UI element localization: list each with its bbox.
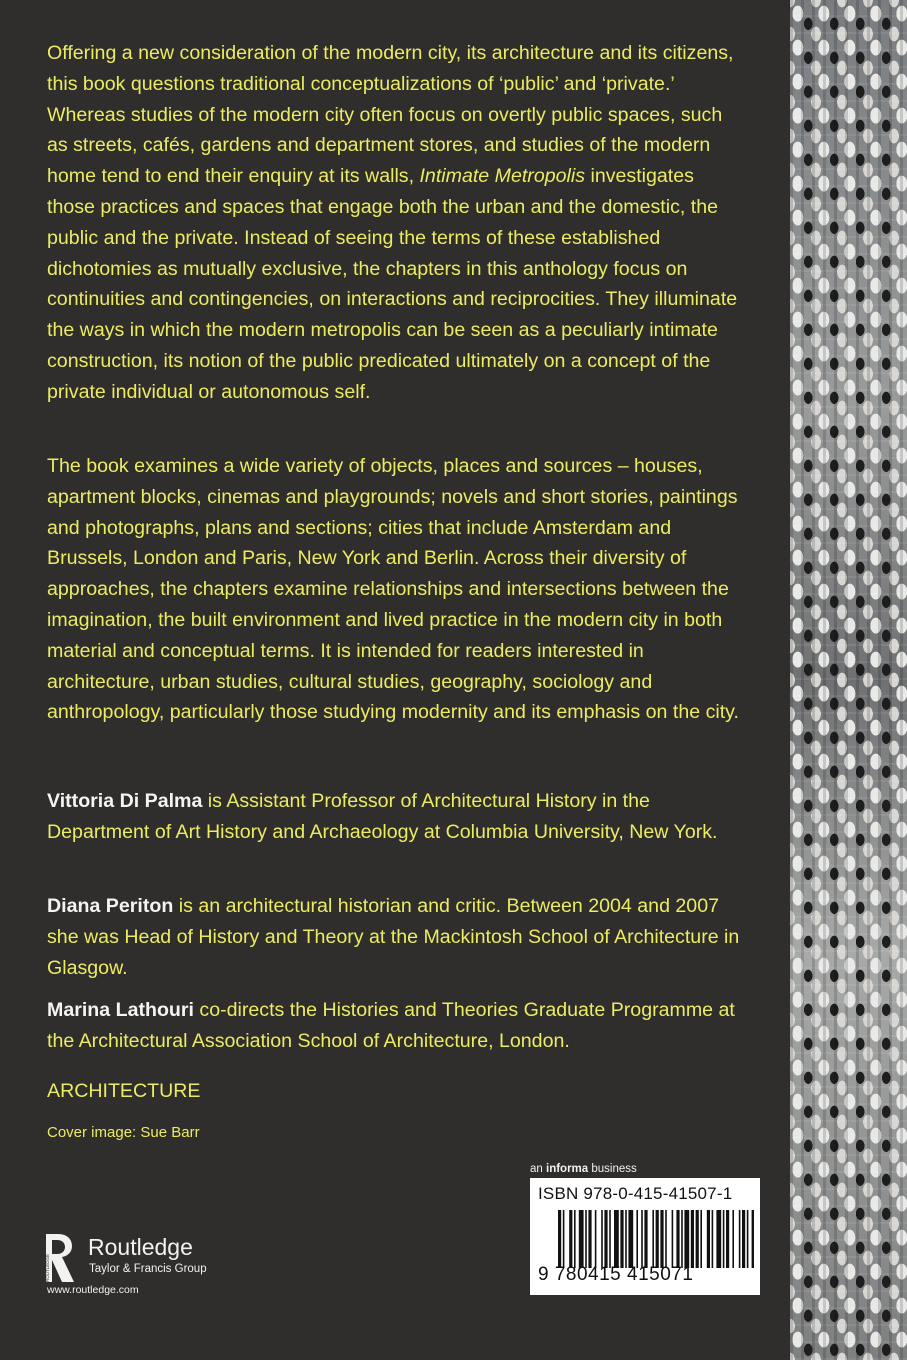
spine-cover-image: [790, 0, 907, 1360]
barcode-stripe: [558, 1210, 561, 1268]
editor-bio-text: is an architectural historian and critic. Between 2004 and 2007 she was Head of History and Theory at the Mackintosh School of Architecture in Glasgow.: [47, 895, 740, 979]
informa-suffix: business: [588, 1163, 637, 1175]
barcode-stripe: [569, 1210, 572, 1268]
editor-name: Vittoria Di Palma: [47, 790, 203, 812]
editor-bio-2: [47, 891, 747, 983]
barcode-stripe: [588, 1210, 591, 1268]
editor-name: Marina Lathouri: [47, 999, 194, 1021]
barcode-stripe: [684, 1210, 689, 1268]
routledge-vertical-text: ROUTLEDGE: [45, 1253, 50, 1282]
informa-prefix: an: [530, 1163, 546, 1175]
cover-credit: Cover image: Sue Barr: [47, 1124, 200, 1141]
description-intro-text: Offering a new consideration of the modern city, its architecture and its citizens, this book questions traditional conceptualizations of ‘public’ and ‘private.’ Whereas studies of the modern city often focus on overtly public spaces, such as streets, cafés, gardens and department stores, and studies of the modern home tend to end their enquiry at its walls,: [47, 42, 734, 188]
barcode-stripe: [563, 1210, 565, 1268]
subject-category: ARCHITECTURE: [47, 1080, 201, 1102]
barcode-stripe: [716, 1210, 721, 1268]
barcode-stripe: [742, 1210, 745, 1268]
editor-bio-1: [47, 786, 747, 848]
informa-business-line: [530, 1163, 637, 1175]
barcode-stripe: [676, 1210, 679, 1268]
description-rest-text: investigates those practices and spaces that engage both the urban and the domestic, the public and the private. Instead of seeing the terms of these established dichotomies as mutually exclusive, the chapters in this anthology focus on continuities and contingencies, on interactions and reciprocities. They illuminate the ways in which the modern metropolis can be seen as a peculiarly intimate construction, its notion of the public predicated ultimately on a concept of the private individual or autonomous self.: [47, 165, 738, 403]
barcode-stripe: [660, 1210, 663, 1268]
barcode-stripe: [672, 1210, 674, 1268]
barcode-stripe: [636, 1210, 638, 1268]
barcode-bars: [558, 1210, 754, 1268]
barcode-stripe: [656, 1210, 659, 1268]
barcode-stripe: [585, 1210, 587, 1268]
isbn-barcode: [530, 1178, 760, 1295]
publisher-group: Taylor & Francis Group: [89, 1263, 207, 1275]
barcode-stripe: [696, 1210, 699, 1268]
barcode-stripe: [620, 1210, 623, 1268]
barcode-stripe: [644, 1210, 647, 1268]
barcode-stripe: [681, 1210, 683, 1268]
description-paragraph-1: [47, 38, 747, 408]
barcode-stripe: [579, 1210, 584, 1268]
barcode-stripe: [707, 1210, 710, 1268]
barcode-stripe: [641, 1210, 643, 1268]
isbn-label: ISBN 978-0-415-41507-1: [538, 1184, 733, 1203]
barcode-stripe: [574, 1210, 576, 1268]
barcode-stripe: [723, 1210, 725, 1268]
barcode-stripe: [625, 1210, 627, 1268]
barcode-stripe: [604, 1210, 607, 1268]
barcode-stripe: [752, 1210, 754, 1268]
informa-brand: informa: [546, 1163, 589, 1175]
barcode-stripe: [601, 1210, 603, 1268]
description-paragraph-2-text: The book examines a wide variety of objects, places and sources – houses, apartment blocks, cinemas and playgrounds; novels and short stories, paintings and photographs, plans and sections; cities that include Amsterdam and Brussels, London and Paris, New York and Berlin. Across their diversity of approaches, the chapters examine relationships and intersections between the imagination, the built environment and lived practice in the modern city in both material and conceptual terms. It is intended for readers interested in architecture, urban studies, cultural studies, geography, sociology and anthropology, particularly those studying modernity and its emphasis on the city.: [47, 455, 739, 724]
publisher-url: www.routledge.com: [47, 1284, 139, 1296]
publisher-name: Routledge: [88, 1234, 193, 1260]
barcode-stripe: [691, 1210, 694, 1268]
barcode-digits: 9 780415 415071: [538, 1264, 694, 1285]
barcode-stripe: [712, 1210, 714, 1268]
barcode-stripe: [747, 1210, 749, 1268]
barcode-stripe: [614, 1210, 619, 1268]
barcode-stripe: [595, 1210, 597, 1268]
barcode-stripe: [665, 1210, 667, 1268]
barcode-stripe: [700, 1210, 702, 1268]
barcode-stripe: [726, 1210, 729, 1268]
book-title-italic: Intimate Metropolis: [419, 165, 586, 188]
editor-bio-3: [47, 995, 747, 1057]
routledge-r-icon: [44, 1232, 78, 1284]
barcode-stripe: [628, 1210, 633, 1268]
editor-bio-text: co-directs the Histories and Theories Graduate Programme at the Architectural Association School of Architecture, London.: [47, 999, 735, 1052]
barcode-stripe: [739, 1210, 741, 1268]
description-paragraph-2: [47, 451, 747, 728]
barcode-stripe: [732, 1210, 734, 1268]
editor-name: Diana Periton: [47, 895, 174, 917]
editor-bio-text: is Assistant Professor of Architectural History in the Department of Art History and Archaeology at Columbia University, New York.: [47, 790, 718, 843]
barcode-stripe: [652, 1210, 654, 1268]
barcode-stripe: [609, 1210, 611, 1268]
